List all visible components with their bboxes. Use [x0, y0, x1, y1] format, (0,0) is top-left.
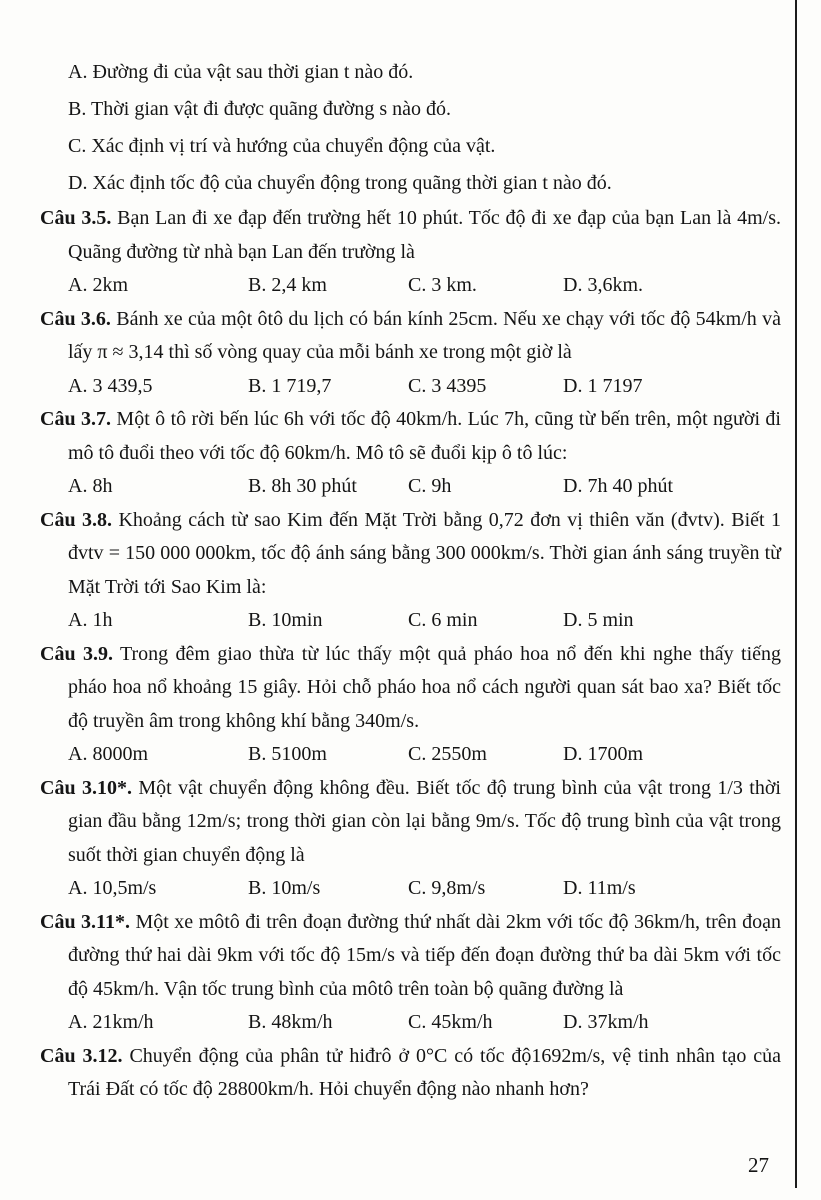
option-c: C. 2550m	[408, 743, 487, 765]
page-number: 27	[748, 1153, 769, 1177]
question-stem	[40, 1040, 781, 1107]
question-stem	[40, 202, 781, 269]
option-b: B. 10m/s	[248, 877, 321, 899]
option-c: C. 3 km.	[408, 274, 477, 296]
option-c: C. 3 4395	[408, 374, 487, 397]
option-d: D. 7h 40 phút	[563, 475, 673, 497]
option-d: D. 37km/h	[563, 1011, 649, 1033]
question-label: Câu 3.12.	[40, 1044, 123, 1067]
option-a: A. 8h	[68, 475, 113, 497]
options-row	[68, 872, 781, 906]
question-stem	[40, 403, 781, 470]
intro-option-c: C. Xác định vị trí và hướng của chuyển động của vật.	[68, 135, 496, 157]
question-stem	[40, 504, 781, 605]
option-c: C. 6 min	[408, 609, 478, 631]
option-d: D. 5 min	[563, 609, 634, 631]
intro-options-block	[40, 54, 781, 202]
question-3-12	[40, 1040, 781, 1107]
options-row	[68, 370, 781, 404]
options-row	[68, 738, 781, 772]
question-text: Bánh xe của một ôtô du lịch có bán kính 25cm. Nếu xe chạy với tốc độ 54km/h và lấy π ≈ 3,14 thì số vòng quay của mỗi bánh xe trong một giờ là	[68, 307, 782, 363]
question-3-9	[40, 638, 781, 772]
option-c: C. 9,8m/s	[408, 877, 486, 899]
question-stem	[40, 772, 781, 873]
question-text: Chuyển động của phân tử hiđrô ở 0°C có tốc độ1692m/s, vệ tinh nhân tạo của Trái Đất có tốc độ 28800km/h. Hỏi chuyển động nào nhanh hơn?	[68, 1044, 781, 1100]
intro-option-b: B. Thời gian vật đi được quãng đường s nào đó.	[68, 98, 451, 120]
question-text: Khoảng cách từ sao Kim đến Mặt Trời bằng 0,72 đơn vị thiên văn (đvtv). Biết 1 đvtv = 150 000 000km, tốc độ ánh sáng bằng 300 000km/s. Thời gian ánh sáng truyền từ Mặt Trời tới Sao Kim là:	[68, 508, 781, 598]
option-b: B. 2,4 km	[248, 274, 327, 296]
option-c: C. 9h	[408, 475, 452, 497]
question-text: Bạn Lan đi xe đạp đến trường hết 10 phút. Tốc độ đi xe đạp của bạn Lan là 4m/s. Quãng đường từ nhà bạn Lan đến trường là	[68, 207, 782, 263]
option-d: D. 1 7197	[563, 374, 643, 397]
question-label: Câu 3.8.	[40, 508, 112, 531]
intro-option-a: A. Đường đi của vật sau thời gian t nào đó.	[68, 61, 414, 83]
options-row	[68, 1006, 781, 1040]
intro-option-d: D. Xác định tốc độ của chuyển động trong quãng thời gian t nào đó.	[68, 172, 612, 194]
question-text: Một xe môtô đi trên đoạn đường thứ nhất dài 2km với tốc độ 36km/h, trên đoạn đường thứ hai dài 9km với tốc độ 15m/s và tiếp đến đoạn đường thứ ba dài 5km với tốc độ 45km/h. Vận tốc trung bình của môtô trên toàn bộ quãng đường là	[68, 910, 782, 1000]
option-a: A. 3 439,5	[68, 374, 153, 397]
option-a: A. 10,5m/s	[68, 877, 157, 899]
question-3-11	[40, 906, 781, 1040]
question-label: Câu 3.11*.	[40, 910, 130, 933]
option-b: B. 48km/h	[248, 1011, 333, 1033]
scan-edge-line	[795, 0, 797, 1188]
question-3-8	[40, 504, 781, 638]
question-label: Câu 3.9.	[40, 642, 113, 665]
option-b: B. 1 719,7	[248, 374, 332, 397]
question-stem	[40, 906, 781, 1007]
question-label: Câu 3.5.	[40, 207, 112, 229]
options-row	[68, 604, 781, 638]
option-d: D. 3,6km.	[563, 274, 643, 296]
question-stem	[40, 638, 781, 739]
option-b: B. 8h 30 phút	[248, 475, 357, 497]
question-text: Một ô tô rời bến lúc 6h với tốc độ 40km/h. Lúc 7h, cũng từ bến trên, một người đi mô tô đuổi theo với tốc độ 60km/h. Mô tô sẽ đuổi kịp ô tô lúc:	[68, 408, 781, 464]
question-text: Trong đêm giao thừa từ lúc thấy một quả pháo hoa nổ đến khi nghe thấy tiếng pháo hoa nổ khoảng 15 giây. Hỏi chỗ pháo hoa nổ cách người quan sát bao xa? Biết tốc độ truyền âm trong không khí bằng 340m/s.	[68, 642, 781, 732]
options-row	[68, 470, 781, 504]
option-a: A. 8000m	[68, 743, 148, 765]
option-c: C. 45km/h	[408, 1011, 493, 1033]
option-a: A. 1h	[68, 609, 113, 631]
question-label: Câu 3.10*.	[40, 776, 132, 799]
option-a: A. 21km/h	[68, 1011, 154, 1033]
question-3-5	[40, 202, 781, 303]
option-b: B. 10min	[248, 609, 323, 631]
question-stem	[40, 303, 781, 370]
option-b: B. 5100m	[248, 743, 327, 765]
option-d: D. 11m/s	[563, 877, 636, 899]
question-label: Câu 3.7.	[40, 408, 111, 430]
question-3-10	[40, 772, 781, 906]
question-3-7	[40, 403, 781, 504]
page-content	[40, 54, 781, 1107]
question-label: Câu 3.6.	[40, 307, 111, 330]
question-text: Một vật chuyển động không đều. Biết tốc độ trung bình của vật trong 1/3 thời gian đầu bằng 12m/s; trong thời gian còn lại bằng 9m/s. Tốc độ trung bình của vật trong suốt thời gian chuyển động là	[68, 776, 781, 866]
option-d: D. 1700m	[563, 743, 643, 765]
option-a: A. 2km	[68, 274, 128, 296]
question-3-6	[40, 303, 781, 404]
options-row	[68, 269, 781, 303]
